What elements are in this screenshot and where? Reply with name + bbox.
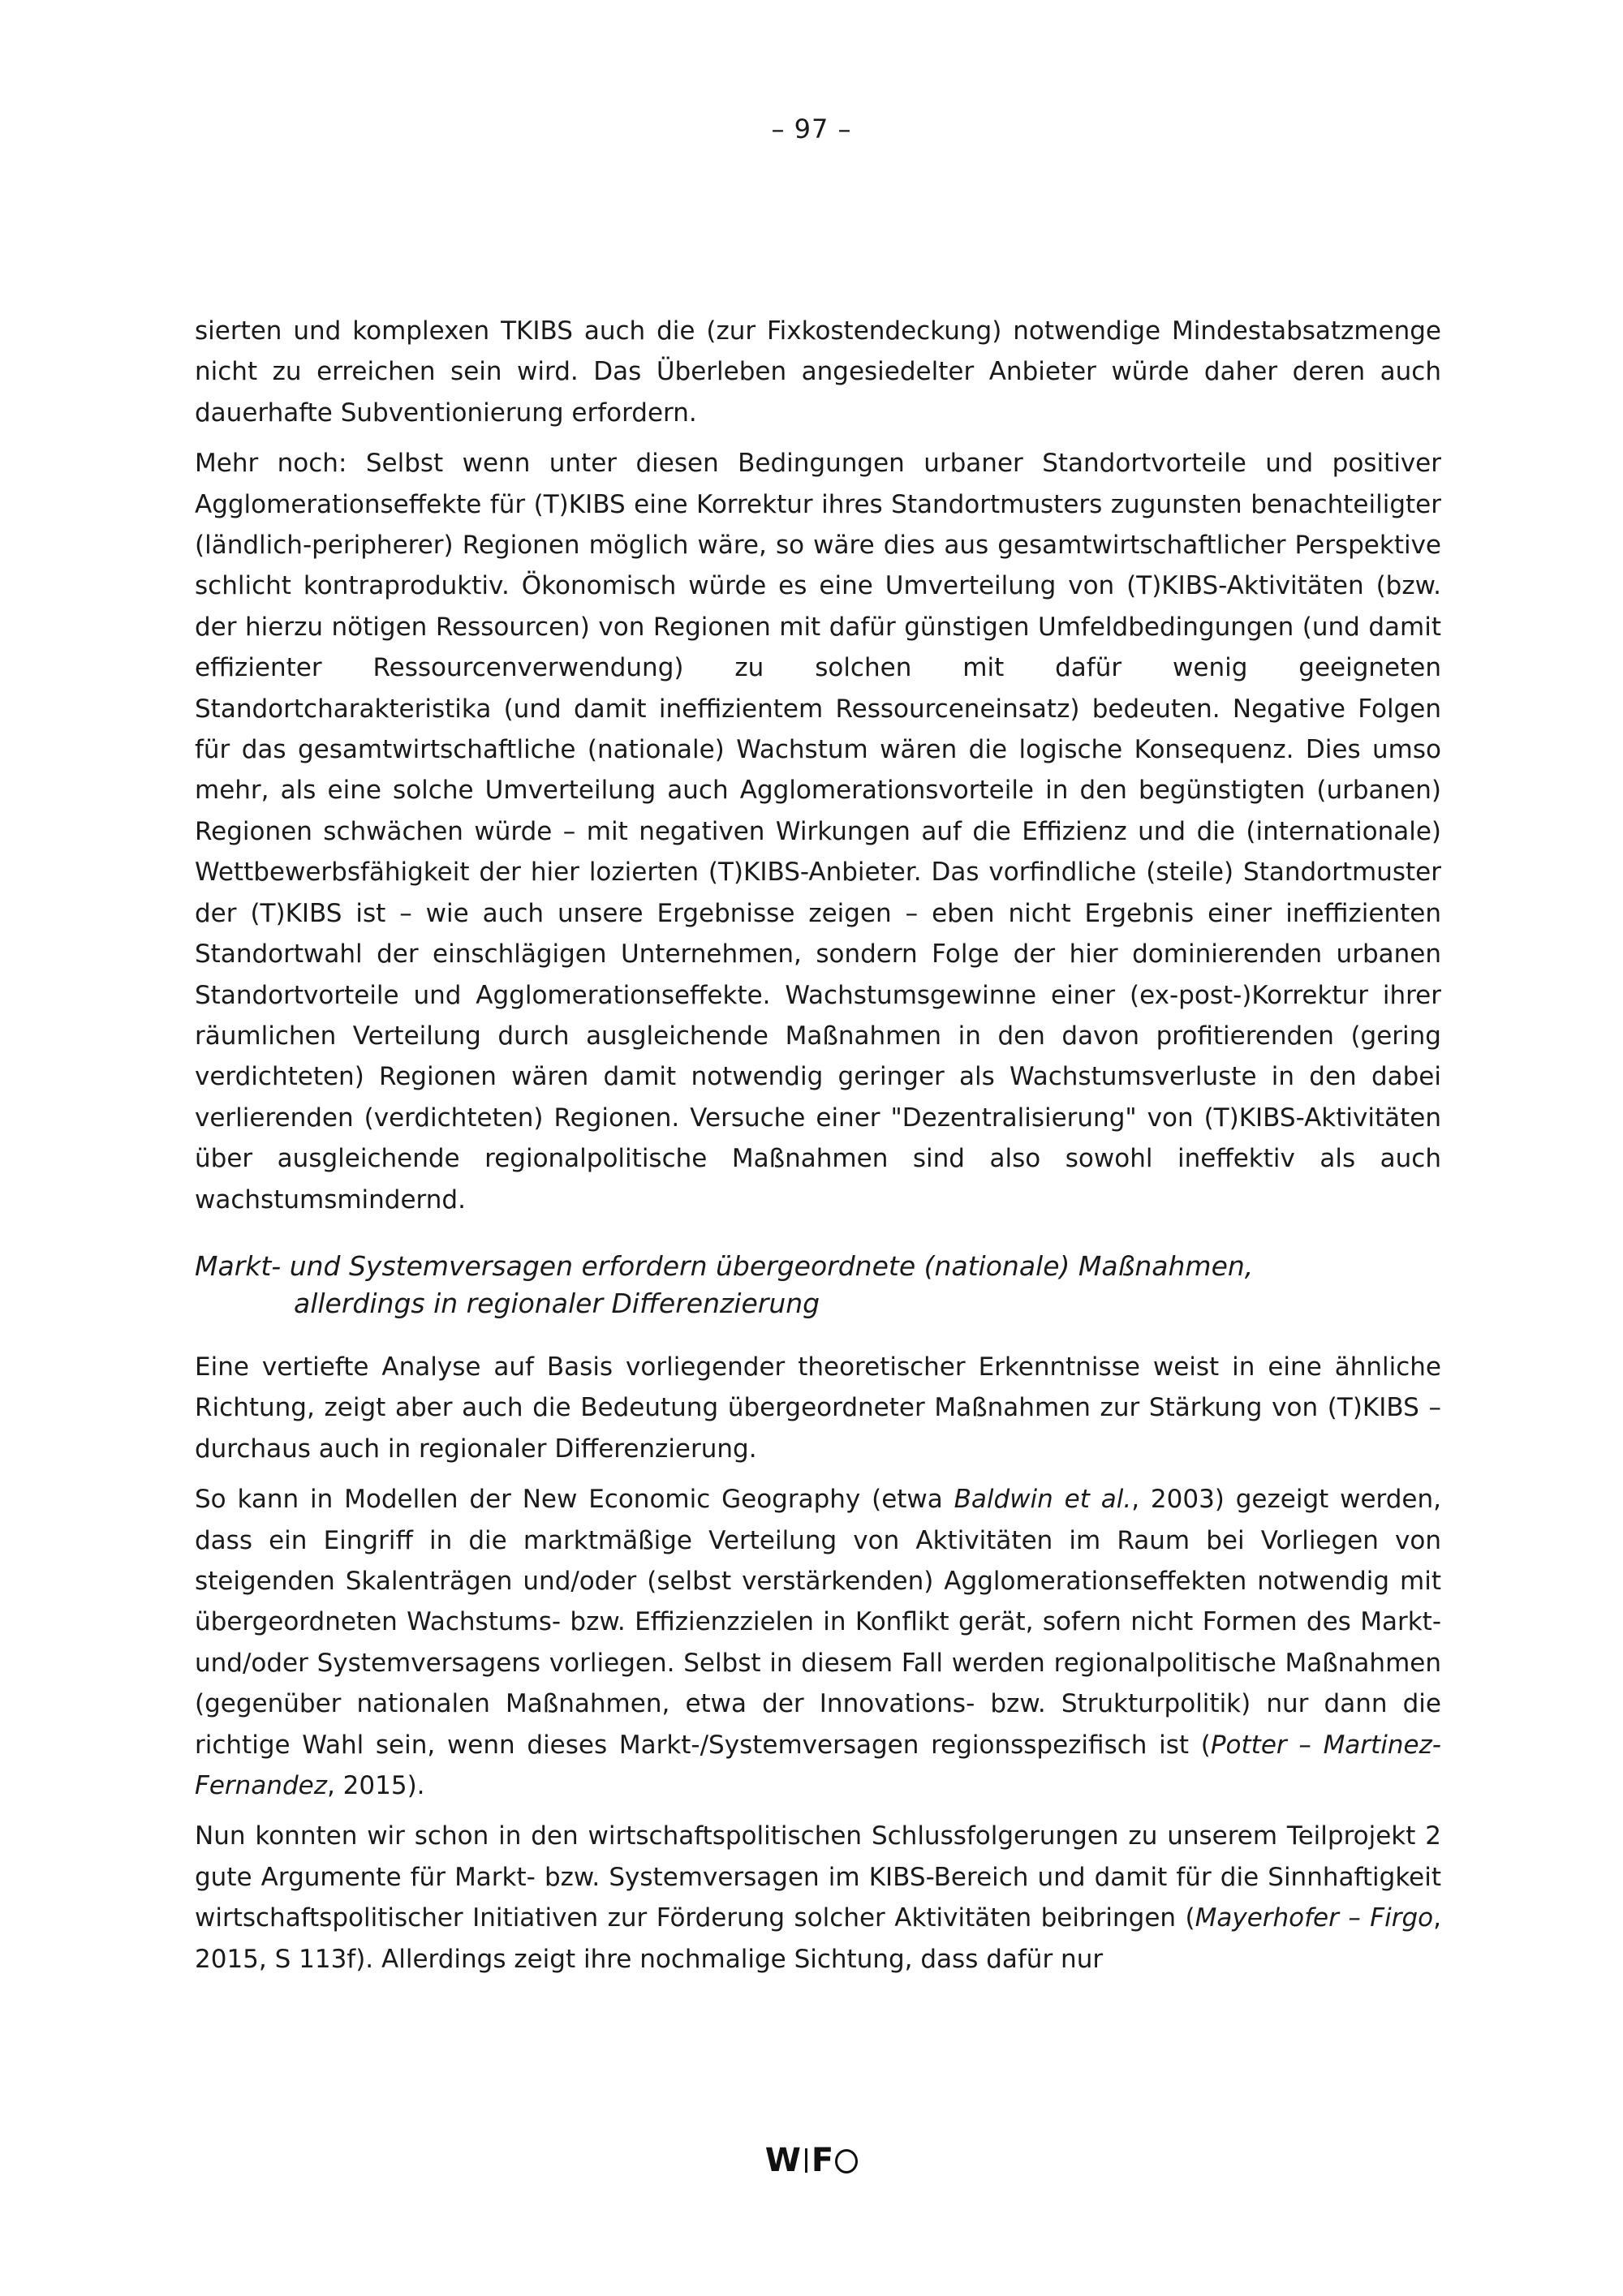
paragraph-5 [195, 1816, 1441, 1980]
page-number: – 97 – [771, 114, 852, 144]
paragraph-1: sierten und komplexen TKIBS auch die (zur Fixkostendeckung) notwendige Mindestabsatzmenge nicht zu erreichen sein wird. Das Überleben angesiedelter Anbieter würde daher deren auch dauerhafte Subventionierung erfordern. [195, 316, 1441, 428]
citation-mayerhofer: Mayerhofer – Firgo [1195, 1903, 1434, 1933]
logo-circle [835, 2149, 858, 2173]
paragraph-2: Mehr noch: Selbst wenn unter diesen Bedingungen urbaner Standortvorteile und positiver Agglomerationseffekte für (T)KIBS eine Korrektur ihres Standortmusters zugunsten benachteiligter (ländlich-peripherer) Regionen möglich wäre, so wäre dies aus gesamtwirtschaftlicher Perspektive schlicht kontraproduktiv. Ökonomisch würde es eine Umverteilung von (T)KIBS-Aktivitäten (bzw. der hierzu nötigen Ressourcen) von Regionen mit dafür günstigen Umfeldbedingungen (und damit effizienter Ressourcenverwendung) zu solchen mit dafür wenig geeigneten Standortcharakteristika (und damit ineffizientem Ressourceneinsatz) bedeuten. Negative Folgen für das gesamtwirtschaftliche (nationale) Wachstum wären die logische Konsequenz. Dies umso mehr, als eine solche Umverteilung auch Agglomerationsvorteile in den begünstigten (urbanen) Regionen schwächen würde – mit negativen Wirkungen auf die Effizienz und die (internationale) Wettbewerbsfähigkeit der hier lozierten (T)KIBS-Anbieter. Das vorfindliche (steile) Standortmuster der (T)KIBS ist – wie auch unsere Ergebnisse zeigen – eben nicht Ergebnis einer ineffizienten Standortwahl der einschlägigen Unternehmen, sondern Folge der hier dominierenden urbanen Standortvorteile und Agglomerationseffekte. Wachstumsgewinne einer (ex-post-)Korrektur ihrer räumlichen Verteilung durch ausgleichende Maßnahmen in den davon profitierenden (gering verdichteten) Regionen wären damit notwendig geringer als Wachstumsverluste in den dabei verlierenden (verdichteten) Regionen. Versuche einer "Dezentralisierung" von (T)KIBS-Aktivitäten über ausgleichende regionalpolitische Maßnahmen sind also sowohl ineffektiv als auch wachstumsmindernd. [195, 449, 1441, 1215]
paragraph-4-text-b: , 2003) gezeigt werden, dass ein Eingriff in die marktmäßige Verteilung von Aktivitäten im Raum bei Vorliegen von steigenden Skalenträgen und/oder (selbst verstärkenden) Agglomerationseffekten notwendig mit übergeordneten Wachstums- bzw. Effizienzzielen in Konflikt gerät, sofern nicht Formen des Markt- und/oder Systemversagens vorliegen. Selbst in diesem Fall werden regionalpolitische Maßnahmen (gegenüber nationalen Maßnahmen, etwa der Innovations- bzw. Strukturpolitik) nur dann die richtige Wahl sein, wenn dieses Markt-/Systemversagen regionsspezifisch ist ( [195, 1485, 1441, 1760]
wifo-logo-icon [0, 2142, 1623, 2179]
document-body [195, 311, 1441, 1989]
logo-letter-f: F [811, 2142, 834, 2179]
logo-letter-w: W [764, 2142, 801, 2179]
section-heading-line-1: Markt- und Systemversagen erfordern übergeordnete (nationale) Maßnahmen, [195, 1249, 1254, 1282]
paragraph-5-text-b: , 2015, S 113f). Allerdings zeigt ihre nochmalige Sichtung, dass dafür nur [195, 1903, 1441, 1974]
section-heading-line-2: allerdings in regionaler Differenzierung [294, 1287, 820, 1319]
citation-baldwin: Baldwin et al. [954, 1485, 1132, 1515]
paragraph-4-text-a: So kann in Modellen der New Economic Geography (etwa [195, 1485, 954, 1515]
paragraph-3: Eine vertiefte Analyse auf Basis vorliegender theoretischer Erkenntnisse weist in eine ähnliche Richtung, zeigt aber auch die Bedeutung übergeordneter Maßnahmen zur Stärkung von (T)KIBS – durchaus auch in regionaler Differenzierung. [195, 1352, 1441, 1464]
section-heading [195, 1248, 1441, 1322]
paragraph-4 [195, 1479, 1441, 1806]
paragraph-4-text-c: , 2015). [326, 1771, 425, 1800]
paragraph-5-text-a: Nun konnten wir schon in den wirtschaftspolitischen Schlussfolgerungen zu unserem Teilprojekt 2 gute Argumente für Markt- bzw. Systemversagen im KIBS-Bereich und damit für die Sinnhaftigkeit wirtschaftspolitischer Initiativen zur Förderung solcher Aktivitäten beibringen ( [195, 1821, 1441, 1933]
citation-potter: Potter – Martinez-Fernandez [195, 1730, 1441, 1800]
logo-bar [805, 2148, 807, 2173]
